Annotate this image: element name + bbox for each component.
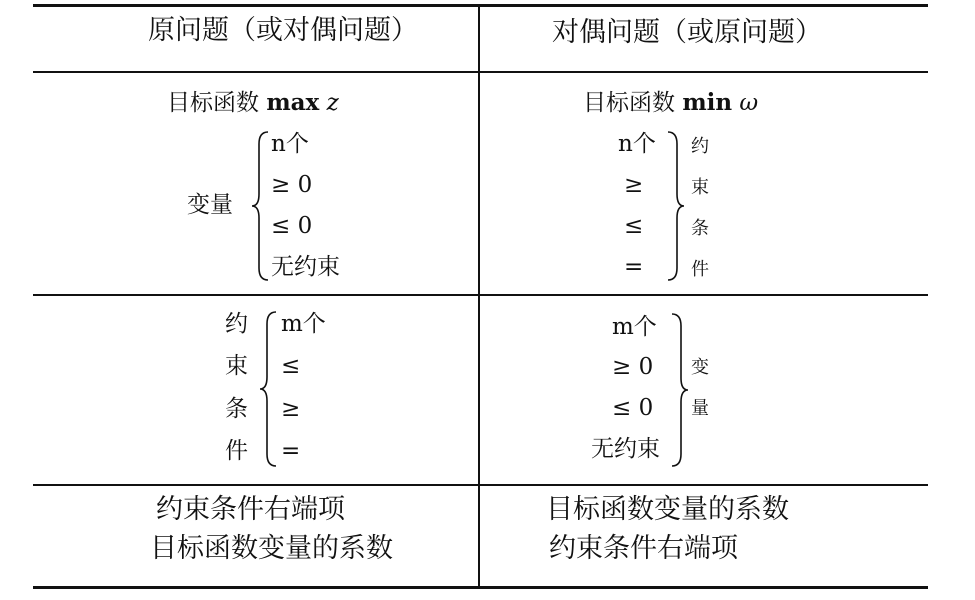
- constraint-label-1: 约: [691, 136, 709, 157]
- header-right: 对偶问题（或原问题）: [552, 17, 822, 48]
- variables-group-label: 变量: [187, 192, 233, 218]
- variable-item-1: n个: [271, 131, 309, 157]
- constraint-left-item-3: ≥: [281, 396, 301, 422]
- objective-right-op: min: [682, 89, 733, 116]
- variable-right-label-1: 变: [691, 357, 709, 378]
- objective-right-prefix: 目标函数: [583, 90, 675, 116]
- variable-right-item-2: ≥ 0: [612, 354, 654, 380]
- constraint-item-2: ≥: [624, 172, 644, 198]
- row3-left-line-1: 约束条件右端项: [156, 494, 345, 525]
- constraint-label-left-4: 件: [225, 438, 248, 464]
- constraint-label-left-1: 约: [225, 311, 248, 337]
- variable-right-item-3: ≤ 0: [612, 395, 654, 421]
- header-rule: [33, 71, 928, 73]
- variables-left-brace: [250, 130, 272, 282]
- constraints-left-brace: [258, 310, 280, 468]
- objective-right-var: ω: [739, 90, 759, 116]
- variable-right-label-2: 量: [691, 398, 709, 419]
- objective-left-var: z: [326, 90, 339, 116]
- variable-right-item-4: 无约束: [591, 436, 660, 462]
- constraint-item-3: ≤: [624, 213, 644, 239]
- constraint-label-left-3: 条: [225, 396, 248, 422]
- objective-left-prefix: 目标函数: [167, 90, 259, 116]
- variable-item-2: ≥ 0: [271, 172, 313, 198]
- constraint-item-1: n个: [618, 131, 656, 157]
- column-divider: [478, 4, 480, 589]
- objective-left: [167, 91, 339, 115]
- constraint-left-item-2: ≤: [281, 353, 301, 379]
- constraint-item-4: =: [624, 254, 644, 280]
- objective-right: [583, 91, 758, 115]
- top-rule: [33, 4, 928, 7]
- constraint-left-item-4: =: [281, 438, 301, 464]
- constraint-label-2: 束: [691, 177, 709, 198]
- row3-right-line-2: 约束条件右端项: [549, 533, 738, 564]
- variable-right-item-1: m个: [612, 314, 657, 340]
- row2-rule: [33, 484, 928, 486]
- variable-item-4: 无约束: [271, 254, 340, 280]
- bottom-rule: [33, 586, 928, 589]
- constraint-left-item-1: m个: [281, 311, 326, 337]
- variables-right-brace: [668, 312, 690, 468]
- constraints-right-brace: [664, 130, 686, 282]
- row3-left-line-2: 目标函数变量的系数: [150, 533, 393, 564]
- constraint-label-3: 条: [691, 218, 709, 239]
- objective-left-op: max: [266, 89, 320, 116]
- row3-right-line-1: 目标函数变量的系数: [546, 494, 789, 525]
- constraint-label-4: 件: [691, 259, 709, 280]
- header-left: 原问题（或对偶问题）: [148, 15, 418, 46]
- constraint-label-left-2: 束: [225, 353, 248, 379]
- variable-item-3: ≤ 0: [271, 213, 313, 239]
- row1-rule: [33, 294, 928, 296]
